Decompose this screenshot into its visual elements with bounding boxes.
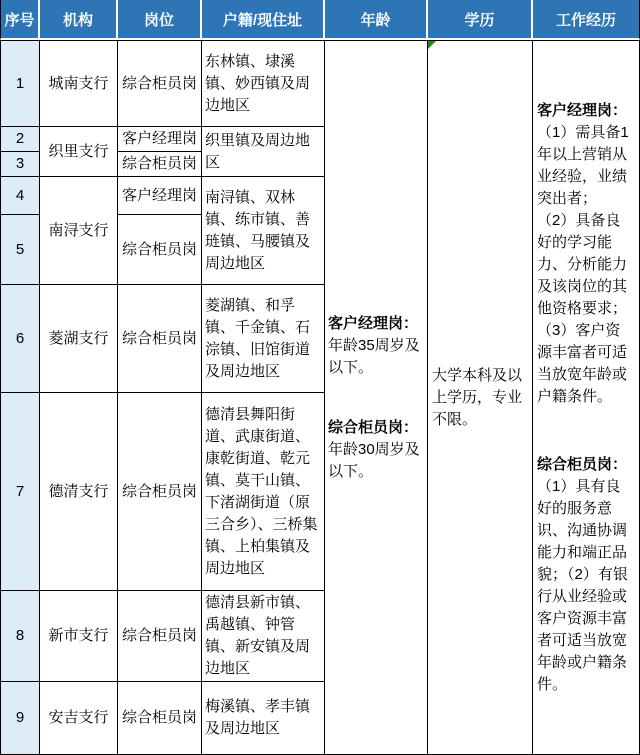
org-cell: 安吉支行	[40, 682, 118, 755]
age-manager-section	[328, 313, 424, 379]
addr-cell: 德清县舞阳街道、武康街道、康乾街道、乾元镇、莫干山镇、下渚湖街道（原三合乡）、三桥集镇、上柏集镇及周边地区	[202, 393, 325, 591]
age-teller-section	[328, 417, 424, 483]
index-cell: 3	[0, 152, 40, 177]
experience-manager-item: （1）需具备1年以上营销从业经验，业绩突出者；	[537, 123, 629, 207]
col-header-education	[428, 0, 533, 40]
index-cell: 8	[0, 591, 40, 682]
index-cell: 7	[0, 393, 40, 591]
experience-teller-section	[537, 454, 635, 696]
index-cell: 9	[0, 682, 40, 755]
post-cell: 综合柜员岗	[118, 591, 202, 682]
col-header-index-label: 序号	[4, 11, 35, 29]
age-manager-text: 年龄35周岁及以下。	[328, 336, 420, 376]
addr-cell: 梅溪镇、孝丰镇及周边地区	[202, 682, 325, 755]
post-cell: 综合柜员岗	[118, 215, 202, 285]
post-cell: 客户经理岗	[118, 127, 202, 152]
index-cell: 4	[0, 177, 40, 215]
org-cell: 南浔支行	[40, 177, 118, 285]
col-header-post-label: 岗位	[143, 11, 174, 29]
addr-cell: 织里镇及周边地区	[202, 127, 325, 177]
index-cell: 5	[0, 215, 40, 285]
experience-teller-item: （1）具有良好的服务意识、沟通协调能力和端正品貌；（2）有银行从业经验或客户资源丰富者可适当放宽年龄或户籍条件。	[537, 477, 628, 693]
col-header-age-label: 年龄	[360, 11, 391, 29]
post-cell: 客户经理岗	[118, 177, 202, 215]
age-teller-title: 综合柜员岗：	[328, 418, 419, 436]
org-cell: 城南支行	[40, 40, 118, 127]
table-row	[0, 40, 640, 127]
org-cell: 德清支行	[40, 393, 118, 591]
experience-manager-section	[537, 100, 635, 408]
col-header-post	[118, 0, 202, 40]
education-text: 大学本科及以上学历，专业不限。	[432, 366, 523, 428]
org-cell: 织里支行	[40, 127, 118, 177]
addr-cell: 德清县新市镇、禹越镇、钟管镇、新安镇及周边地区	[202, 591, 325, 682]
post-cell: 综合柜员岗	[118, 152, 202, 177]
header-row	[0, 0, 640, 40]
col-header-org-label: 机构	[62, 11, 93, 29]
col-header-index	[0, 0, 40, 40]
col-header-address	[202, 0, 325, 40]
error-indicator-icon	[428, 41, 436, 49]
col-header-experience	[533, 0, 640, 40]
post-cell: 综合柜员岗	[118, 393, 202, 591]
org-cell: 菱湖支行	[40, 285, 118, 393]
experience-cell	[533, 40, 640, 755]
col-header-address-label: 户籍/现住址	[222, 11, 303, 29]
index-cell: 1	[0, 40, 40, 127]
org-cell: 新市支行	[40, 591, 118, 682]
age-manager-title: 客户经理岗：	[328, 314, 419, 332]
experience-teller-title: 综合柜员岗：	[537, 455, 628, 473]
addr-cell: 东林镇、埭溪镇、妙西镇及周边地区	[202, 40, 325, 127]
age-cell	[325, 40, 428, 755]
experience-manager-item: （3）客户资源丰富者可适当放宽年龄或户籍条件。	[537, 321, 628, 405]
age-teller-text: 年龄30周岁及以下。	[328, 440, 420, 480]
education-cell	[428, 40, 533, 755]
index-cell: 2	[0, 127, 40, 152]
addr-cell: 南浔镇、双林镇、练市镇、善琏镇、马腰镇及周边地区	[202, 177, 325, 285]
experience-manager-title: 客户经理岗：	[537, 101, 628, 119]
col-header-education-label: 学历	[464, 11, 495, 29]
post-cell: 综合柜员岗	[118, 40, 202, 127]
index-cell: 6	[0, 285, 40, 393]
col-header-age	[325, 0, 428, 40]
post-cell: 综合柜员岗	[118, 285, 202, 393]
col-header-org	[40, 0, 118, 40]
addr-cell: 菱湖镇、和孚镇、千金镇、石淙镇、旧馆街道及周边地区	[202, 285, 325, 393]
post-cell: 综合柜员岗	[118, 682, 202, 755]
col-header-experience-label: 工作经历	[555, 11, 616, 29]
experience-manager-item: （2）具备良好的学习能力、分析能力及该岗位的其他资格要求；	[537, 211, 628, 317]
